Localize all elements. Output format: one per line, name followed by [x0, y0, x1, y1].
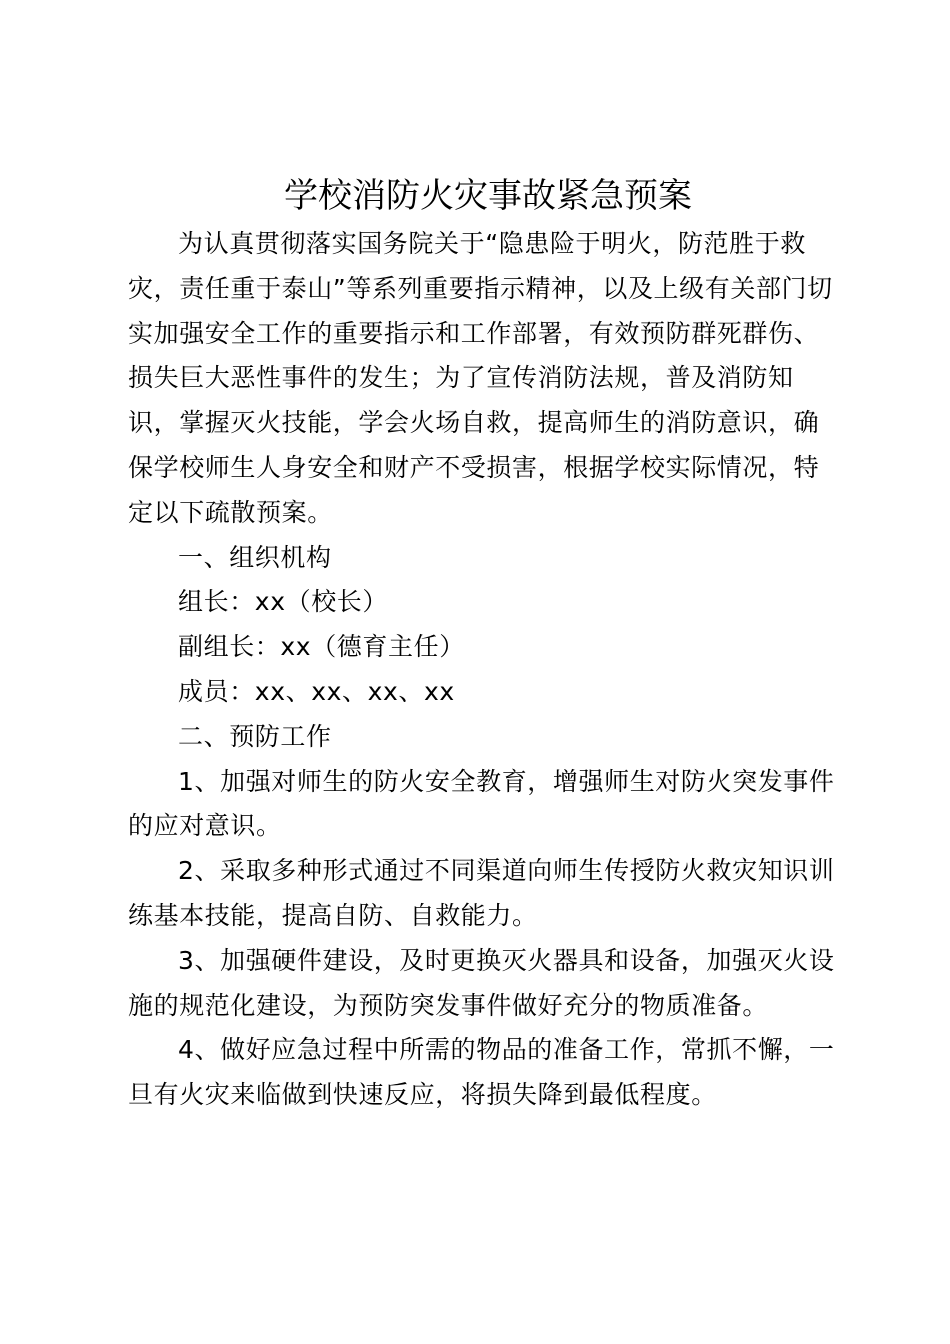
prevention-item-1: 1、加强对师生的防火安全教育，增强师生对防火突发事件的应对意识。	[128, 766, 835, 841]
team-leader-line: 组长：xx（校长）	[178, 587, 388, 617]
document-page	[128, 170, 840, 1118]
deputy-leader-line: 副组长：xx（德育主任）	[178, 632, 465, 662]
section-heading-prevention: 二、预防工作	[178, 721, 332, 751]
document-title: 学校消防火灾事故紧急预案	[284, 176, 692, 216]
section-heading-organization: 一、组织机构	[178, 542, 332, 572]
prevention-item-3: 3、加强硬件建设，及时更换灭火器具和设备，加强灭火设施的规范化建设，为预防突发事件做好充分的物质准备。	[128, 945, 835, 1020]
members-line: 成员：xx、xx、xx、xx	[178, 676, 455, 706]
prevention-item-4: 4、做好应急过程中所需的物品的准备工作，常抓不懈，一旦有火灾来临做到快速反应，将损失降到最低程度。	[128, 1035, 835, 1110]
intro-paragraph: 为认真贯彻落实国务院关于“隐患险于明火，防范胜于救灾，责任重于泰山”等系列重要指示精神，以及上级有关部门切实加强安全工作的重要指示和工作部署，有效预防群死群伤、损失巨大恶性事件的发生；为了宣传消防法规，普及消防知识，掌握灭火技能，学会火场自救，提高师生的消防意识，确保学校师生人身安全和财产不受损害，根据学校实际情况，特定以下疏散预案。	[128, 229, 833, 527]
prevention-item-2: 2、采取多种形式通过不同渠道向师生传授防火救灾知识训练基本技能，提高自防、自救能力。	[128, 856, 835, 930]
